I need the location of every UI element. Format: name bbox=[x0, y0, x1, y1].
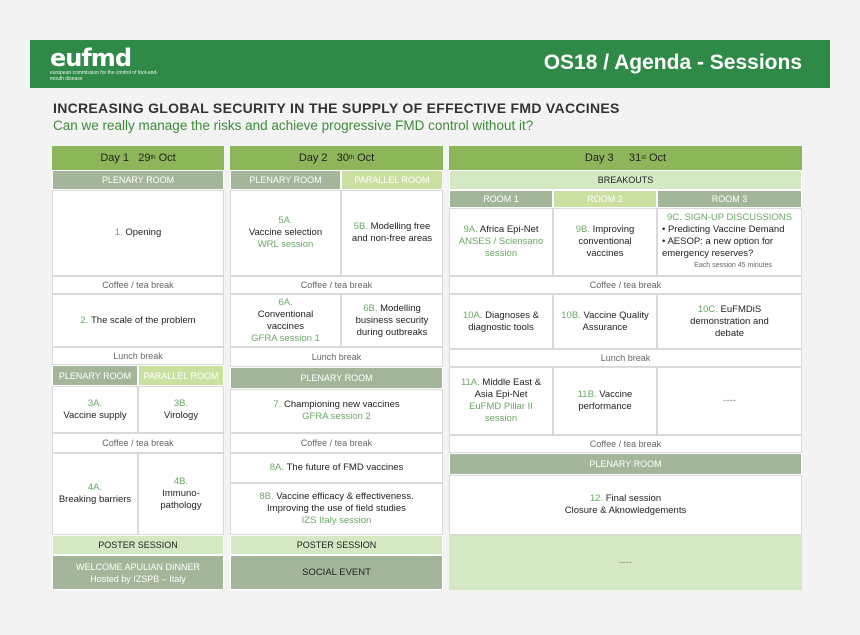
session-title: Vaccine selection bbox=[248, 227, 323, 238]
main-subtitle: Can we really manage the risks and achieve progressive FMD control without it? bbox=[53, 118, 534, 133]
session-9b bbox=[553, 208, 657, 276]
day1-parallel-room: PARALLEL ROOM bbox=[138, 365, 224, 386]
session-title: Modelling free and non-free areas bbox=[351, 221, 433, 244]
day2-lunch-break: Lunch break bbox=[230, 347, 443, 367]
session-duration-note: Each session 45 minutes bbox=[694, 262, 772, 269]
session-number: 4B. bbox=[173, 476, 189, 487]
session-title: Final session bbox=[605, 493, 662, 504]
day2-date: 30 bbox=[336, 152, 349, 164]
session-title: Vaccine efficacy & effectiveness. bbox=[276, 491, 414, 502]
session-title: SIGN-UP DISCUSSIONS bbox=[684, 212, 792, 223]
page-title: OS18 / Agenda - Sessions bbox=[543, 51, 802, 74]
day1-poster-session: POSTER SESSION bbox=[52, 535, 224, 555]
session-title: Africa Epi-Net bbox=[479, 224, 539, 235]
session-title: Vaccine performance bbox=[578, 389, 633, 412]
dinner-title: WELCOME APULIAN DINNER bbox=[75, 561, 201, 572]
day2-header bbox=[230, 146, 443, 170]
day3-room-3: ROOM 3 bbox=[657, 190, 802, 208]
session-organizer: ANSES / Sciensano session bbox=[458, 236, 544, 259]
session-number: 11B. bbox=[577, 389, 597, 400]
day1-plenary-room: PLENARY ROOM bbox=[52, 170, 224, 190]
day3-room-2: ROOM 2 bbox=[553, 190, 657, 208]
session-number: 3A. bbox=[87, 397, 103, 409]
day2-plenary-room-2: PLENARY ROOM bbox=[230, 367, 443, 389]
session-3b bbox=[138, 386, 224, 433]
session-10a bbox=[449, 294, 553, 349]
session-title: Opening bbox=[125, 227, 162, 238]
session-5b bbox=[341, 190, 443, 276]
session-title: Middle East & Asia Epi-Net bbox=[474, 377, 542, 400]
session-6a bbox=[230, 294, 341, 347]
eufmd-logo bbox=[50, 46, 160, 82]
session-number: 11A. bbox=[460, 377, 480, 388]
session-8a bbox=[230, 453, 443, 483]
day3-end-empty: ---- bbox=[449, 535, 802, 590]
day2-parallel-room: PARALLEL ROOM bbox=[341, 170, 443, 190]
session-number: 6B. bbox=[363, 302, 378, 314]
day3-date-suffix: st bbox=[641, 155, 646, 161]
welcome-dinner bbox=[52, 555, 224, 590]
day1-coffee-break-2: Coffee / tea break bbox=[52, 433, 224, 453]
session-4a bbox=[52, 453, 138, 535]
day1-coffee-break-1: Coffee / tea break bbox=[52, 276, 224, 294]
session-title: Improving conventional vaccines bbox=[578, 224, 635, 259]
session-number: 9C. bbox=[667, 212, 682, 223]
header-bar bbox=[30, 40, 830, 88]
session-number: 10A. bbox=[462, 309, 483, 321]
session-number: 9B. bbox=[575, 224, 590, 235]
day3-coffee-break-2: Coffee / tea break bbox=[449, 435, 802, 453]
session-8b bbox=[230, 483, 443, 535]
session-title: EuFMDiS demonstration and debate bbox=[690, 303, 769, 339]
session-9a bbox=[449, 208, 553, 276]
day3-lunch-break: Lunch break bbox=[449, 349, 802, 367]
session-organizer: EuFMD Pillar II session bbox=[469, 401, 533, 424]
session-9c bbox=[657, 208, 802, 276]
day3-month: Oct bbox=[648, 152, 667, 164]
session-11b bbox=[553, 367, 657, 435]
day1-title: Day 1 bbox=[100, 152, 130, 164]
day1-plenary-room-2: PLENARY ROOM bbox=[52, 365, 138, 386]
session-11a bbox=[449, 367, 553, 435]
day1-date-suffix: th bbox=[150, 155, 156, 161]
day1-month: Oct bbox=[158, 152, 176, 164]
discussion-list bbox=[662, 224, 797, 260]
logo-wordmark: eufmd bbox=[50, 44, 131, 72]
session-6b bbox=[341, 294, 443, 347]
session-number: 9A. bbox=[463, 224, 478, 235]
session-number: 10C. bbox=[697, 303, 718, 315]
session-title: The future of FMD vaccines bbox=[286, 462, 404, 473]
session-7 bbox=[230, 389, 443, 433]
session-10c bbox=[657, 294, 802, 349]
social-event: SOCIAL EVENT bbox=[230, 555, 443, 590]
session-title: Championing new vaccines bbox=[283, 399, 400, 410]
day2-coffee-break-2: Coffee / tea break bbox=[230, 433, 443, 453]
discussion-item: • Predicting Vaccine Demand bbox=[662, 224, 797, 236]
session-title: Conventional vaccines bbox=[257, 308, 314, 332]
session-title: Vaccine supply bbox=[63, 409, 127, 421]
session-number: 4A. bbox=[87, 482, 103, 493]
dinner-host: Hosted by IZSPB – Italy bbox=[90, 573, 186, 584]
session-1 bbox=[52, 190, 224, 276]
session-number: 12. bbox=[589, 493, 604, 504]
session-subtitle: Closure & Aknowledgements bbox=[564, 505, 687, 516]
day1-date: 29 bbox=[138, 152, 151, 164]
session-number: 5B. bbox=[353, 221, 368, 232]
day3-breakouts: BREAKOUTS bbox=[449, 170, 802, 190]
session-organizer: GFRA session 1 bbox=[251, 332, 320, 344]
day2-poster-session: POSTER SESSION bbox=[230, 535, 443, 555]
session-number: 3B. bbox=[173, 397, 189, 409]
day2-plenary-room: PLENARY ROOM bbox=[230, 170, 341, 190]
day3-plenary-room: PLENARY ROOM bbox=[449, 453, 802, 475]
session-title: Virology bbox=[163, 409, 199, 421]
day1-header bbox=[52, 146, 224, 170]
session-title: Immuno-pathology bbox=[160, 488, 202, 511]
session-2 bbox=[52, 294, 224, 347]
session-number: 1. bbox=[114, 227, 123, 238]
session-title: The scale of the problem bbox=[91, 314, 196, 326]
logo-subtitle: european commission for the control of foot-and-mouth disease bbox=[50, 70, 158, 82]
discussion-item: • AESOP: a new option for emergency reserves? bbox=[662, 236, 797, 260]
main-title: INCREASING GLOBAL SECURITY IN THE SUPPLY OF EFFECTIVE FMD VACCINES bbox=[53, 100, 620, 116]
day2-month: Oct bbox=[357, 152, 375, 164]
session-number: 2. bbox=[80, 314, 89, 326]
session-number: 10B. bbox=[561, 309, 581, 321]
session-organizer: IZS Italy session bbox=[301, 515, 372, 526]
session-5a bbox=[230, 190, 341, 276]
session-organizer: WRL session bbox=[257, 239, 314, 250]
day3-coffee-break-1: Coffee / tea break bbox=[449, 276, 802, 294]
session-title-line-2: Improving the use of field studies bbox=[267, 503, 406, 514]
session-number: 8A. bbox=[269, 462, 284, 473]
day1-lunch-break: Lunch break bbox=[52, 347, 224, 365]
session-title: Modelling business security during outbreaks bbox=[355, 302, 429, 338]
day2-date-suffix: th bbox=[348, 155, 354, 161]
day3-title: Day 3 bbox=[584, 152, 614, 164]
session-10b bbox=[553, 294, 657, 349]
session-number: 5A. bbox=[278, 215, 293, 226]
day3-date: 31 bbox=[628, 152, 642, 164]
session-12 bbox=[449, 475, 802, 535]
session-title: Breaking barriers bbox=[58, 494, 132, 505]
day2-coffee-break-1: Coffee / tea break bbox=[230, 276, 443, 294]
session-number: 7. bbox=[273, 399, 282, 410]
session-11c-empty: ---- bbox=[657, 367, 802, 435]
session-3a bbox=[52, 386, 138, 433]
day3-room-1: ROOM 1 bbox=[449, 190, 553, 208]
session-title: Diagnoses & diagnostic tools bbox=[468, 309, 540, 333]
session-organizer: GFRA session 2 bbox=[302, 411, 371, 422]
session-number: 8B. bbox=[259, 491, 274, 502]
day2-title: Day 2 bbox=[298, 152, 328, 164]
session-number: 6A. bbox=[278, 296, 293, 308]
session-4b bbox=[138, 453, 224, 535]
session-title: Vaccine Quality Assurance bbox=[582, 309, 649, 333]
day3-header bbox=[449, 146, 802, 170]
